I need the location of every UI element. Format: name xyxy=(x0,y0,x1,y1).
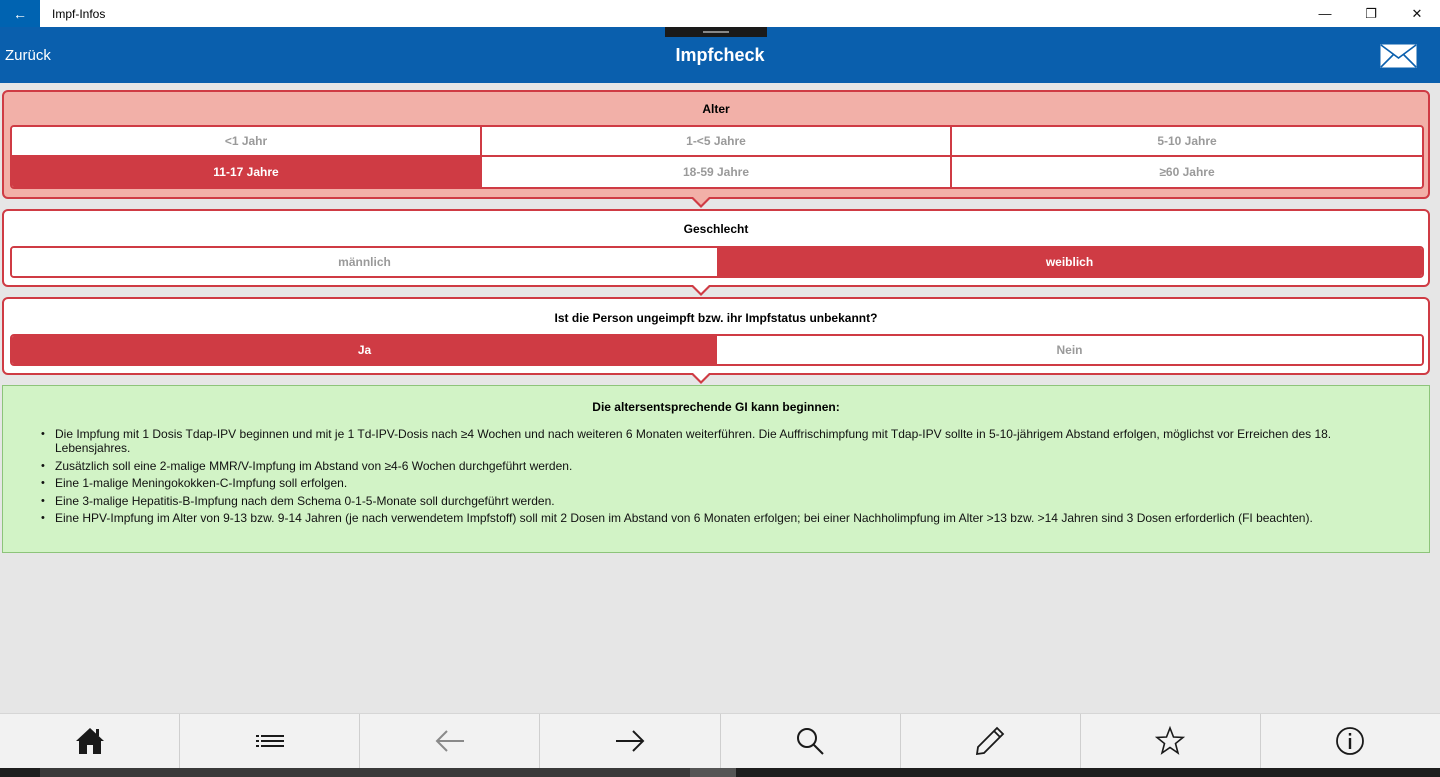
arrow-left-icon: ← xyxy=(13,5,27,22)
gender-section xyxy=(2,209,1430,287)
edit-button[interactable] xyxy=(901,714,1081,768)
minimize-icon: — xyxy=(1318,6,1332,21)
age-option[interactable]: 1-<5 Jahre xyxy=(482,127,952,157)
flow-arrow-inner xyxy=(693,197,709,205)
system-taskbar xyxy=(0,768,1440,777)
info-button[interactable] xyxy=(1261,714,1440,768)
close-button[interactable] xyxy=(1394,0,1440,27)
forward-button[interactable] xyxy=(540,714,720,768)
favorite-button[interactable] xyxy=(1081,714,1261,768)
pencil-icon xyxy=(973,724,1007,758)
arrow-right-icon xyxy=(613,724,647,758)
list-icon xyxy=(253,724,287,758)
age-option[interactable]: 5-10 Jahre xyxy=(952,127,1422,157)
maximize-button[interactable] xyxy=(1348,0,1394,27)
minimize-button[interactable] xyxy=(1302,0,1348,27)
list-item: • Eine 1-malige Meningokokken-C-Impfung soll erfolgen. xyxy=(55,476,1429,490)
result-title: Die altersentsprechende GI kann beginnen: xyxy=(592,400,840,414)
list-item: • Eine HPV-Impfung im Alter von 9-13 bzw. 9-14 Jahren (je nach verwendetem Impfstoff) soll mit 2 Dosen im Abstand von 6 Monaten erfolgen; bei einer Nachholimpfung im Alter >13 bzw. >14 Jahren sind 3 Dosen erforderlich (FI beachten). xyxy=(55,511,1429,525)
mail-icon[interactable] xyxy=(1380,44,1417,68)
star-icon xyxy=(1153,724,1187,758)
arrow-left-icon xyxy=(433,724,467,758)
vaccination-status-section xyxy=(2,297,1430,375)
gender-option[interactable]: weiblich xyxy=(717,248,1422,276)
window-back-button[interactable] xyxy=(0,0,40,27)
info-icon xyxy=(1333,724,1367,758)
age-section xyxy=(2,90,1430,199)
age-option[interactable]: 18-59 Jahre xyxy=(482,157,952,187)
home-button[interactable] xyxy=(0,714,180,768)
list-button[interactable] xyxy=(180,714,360,768)
restore-icon: ❐ xyxy=(1365,5,1377,21)
status-option[interactable]: Nein xyxy=(717,336,1422,364)
camera-notch xyxy=(665,27,767,37)
age-option[interactable]: <1 Jahr xyxy=(12,127,482,157)
age-options xyxy=(10,125,1424,189)
flow-arrow-inner xyxy=(693,373,709,381)
result-section xyxy=(2,385,1430,553)
app-header xyxy=(0,27,1440,83)
age-option[interactable]: 11-17 Jahre xyxy=(12,157,482,187)
list-item: • Die Impfung mit 1 Dosis Tdap-IPV beginnen und mit je 1 Td-IPV-Dosis nach ≥4 Wochen und nach weiteren 6 Monaten weiterführen. Die Auffrischimpfung mit Tdap-IPV sollte in 5-10-jährigem Abstand erfolgen, möglichst vor Erreichen des 18. Lebensjahres. xyxy=(55,427,1429,455)
vaccination-status-options xyxy=(10,334,1424,366)
window-titlebar xyxy=(0,0,1440,27)
taskbar-segment xyxy=(690,768,736,777)
search-icon xyxy=(793,724,827,758)
result-list xyxy=(55,427,1429,525)
list-item: • Zusätzlich soll eine 2-malige MMR/V-Impfung im Abstand von ≥4-6 Wochen durchgeführt werden. xyxy=(55,459,1429,473)
vaccination-status-question: Ist die Person ungeimpft bzw. ihr Impfstatus unbekannt? xyxy=(554,311,878,325)
home-icon xyxy=(73,724,107,758)
status-option[interactable]: Ja xyxy=(12,336,717,364)
bottom-toolbar xyxy=(0,713,1440,768)
gender-options xyxy=(10,246,1424,278)
flow-arrow-inner xyxy=(693,285,709,293)
back-button[interactable] xyxy=(360,714,540,768)
gender-section-title: Geschlecht xyxy=(683,222,749,236)
age-section-title: Alter xyxy=(702,102,730,116)
page-title: Impfcheck xyxy=(675,45,765,65)
back-link[interactable]: Zurück xyxy=(5,47,51,64)
window-title: Impf-Infos xyxy=(52,6,106,21)
search-button[interactable] xyxy=(721,714,901,768)
close-icon: ✕ xyxy=(1411,5,1423,21)
list-item: • Eine 3-malige Hepatitis-B-Impfung nach dem Schema 0-1-5-Monate soll durchgeführt werden. xyxy=(55,494,1429,508)
gender-option[interactable]: männlich xyxy=(12,248,717,276)
age-option[interactable]: ≥60 Jahre xyxy=(952,157,1422,187)
window-controls xyxy=(1302,0,1440,27)
taskbar-segment xyxy=(40,768,690,777)
